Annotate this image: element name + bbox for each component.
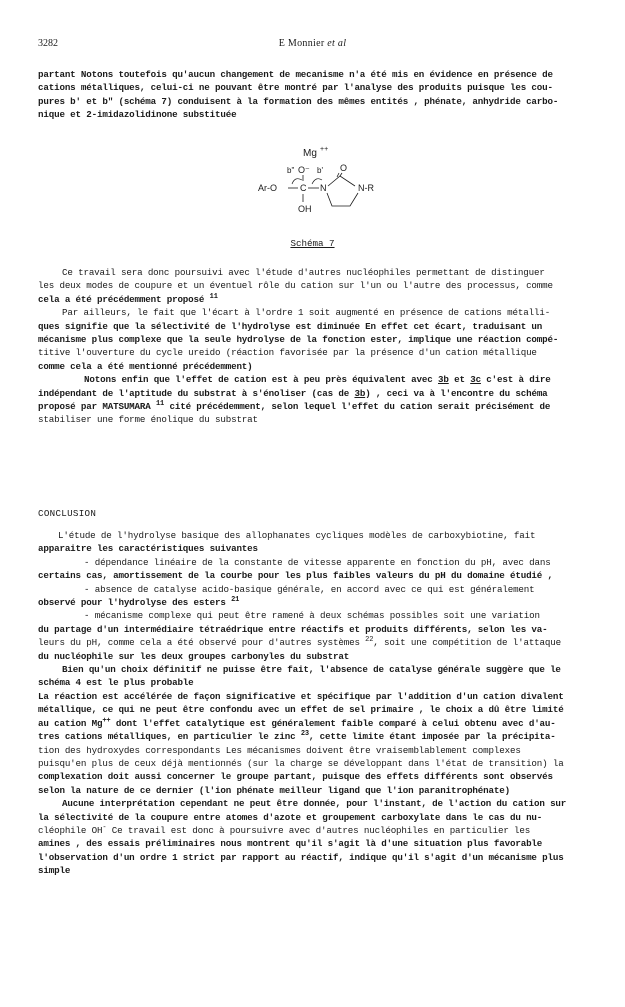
text-line: l'observation d'un ordre 1 strict par rapport au réactif, indique qu'il s'agit d'un mécanisme plus (38, 851, 564, 863)
text-line: cations métalliques, celui-ci ne pouvant être montré par l'analyse des produits puisque les cou- (38, 82, 553, 94)
running-head (38, 38, 587, 49)
text-line: titive l'ouverture du cycle ureido (réaction favorisée par la présence d'un cation métallique (38, 347, 537, 359)
text-line: Aucune interprétation cependant ne peut être donnée, pour l'instant, de l'action du cation sur (62, 798, 567, 810)
paragraph-block (38, 266, 590, 427)
text-segment: ) , ceci va à l'encontre du schéma (365, 387, 548, 399)
text-line: L'étude de l'hydrolyse basique des allophanates cycliques modèles de carboxybiotine, fait (58, 530, 536, 541)
running-head-authors: E Monnier (278, 38, 325, 49)
scheme-cation: Mg (303, 148, 317, 159)
reference-22: 22 (365, 636, 374, 645)
reference-21: 21 (231, 595, 240, 604)
scheme-nitrogen-r: N-R (358, 183, 374, 193)
text-line (38, 717, 590, 730)
text-segment: indépendant de l'aptitude du substrat à s'énoliser (cas de (38, 387, 355, 399)
text-segment: proposé par MATSUMARA (38, 401, 156, 413)
text-line (38, 293, 590, 306)
text-line: pures b' et b" (schéma 7) conduisent à la formation des mêmes entités , phénate, anhydride carbo- (38, 95, 559, 107)
text-line: La réaction est accélérée de façon significative et spécifique par l'addition d'un cation divalent (38, 690, 564, 702)
text-line: apparaitre les caractéristiques suivantes (38, 543, 258, 555)
reference-11: 11 (156, 400, 165, 408)
text-line: tion des hydroxydes correspondants Les mécanismes doivent être vraisemblablement complexes (38, 744, 521, 756)
text-line: simple (38, 865, 71, 877)
running-head-etal: et al (327, 38, 347, 49)
text-line (38, 387, 590, 400)
scheme-nitrogen: N (320, 183, 327, 193)
text-segment: dont l'effet catalytique est généralement faible comparé à celui obtenu avec d'au- (110, 717, 556, 729)
scheme-label-b-prime: b' (317, 166, 323, 175)
text-line: du partage d'un intermédiaire tétraédrique entre réactifs et produits différents, selon les va- (38, 623, 548, 635)
page-header (38, 38, 587, 52)
text-segment: cité précédemment, selon lequel l'effet du cation serait précisément de (164, 401, 551, 413)
text-segment: c'est à dire (480, 374, 551, 386)
text-line (38, 636, 590, 649)
chemical-scheme-7 (240, 146, 390, 224)
text-segment: au cation Mg (38, 717, 103, 729)
text-line: comme cela a été mentionné précédemment) (38, 360, 253, 372)
charge-superscript: ++ (102, 716, 111, 725)
text-line (38, 730, 590, 743)
text-line: Ce travail sera donc poursuivi avec l'étude d'autres nucléophiles permettant de distinguer (62, 267, 545, 278)
scheme-hydroxyl: OH (298, 204, 312, 214)
page-number: 3282 (38, 38, 58, 49)
text-line (38, 824, 590, 837)
scheme-label-b-double: b" (287, 166, 295, 175)
text-line: complexation doit aussi concerner le groupe partant, puisque des effets différents sont observés (38, 771, 553, 783)
text-segment: , soit une compétition de l'attaque (373, 637, 562, 649)
scheme-carbon: C (300, 183, 307, 193)
scheme-cation-charge: ++ (320, 146, 329, 153)
text-line: selon la nature de ce dernier (l'ion phénate meilleur ligand que l'ion paranitrophénate) (38, 784, 510, 796)
text-line: les deux modes de coupure et un éventuel rôle du cation sur l'un ou l'autre des processus, comme (38, 280, 553, 292)
text-segment: leurs du pH, comme cela a été observé pour d'autres systèmes (38, 637, 366, 649)
text-line: schéma 4 est le plus probable (38, 677, 194, 689)
text-line (38, 596, 590, 609)
scheme-aryl-oxy: Ar-O (258, 183, 277, 193)
compound-3b: 3b (354, 387, 366, 399)
reference-11: 11 (209, 292, 218, 301)
paragraph-continued (38, 68, 590, 122)
text-line: stabiliser une forme énolique du substrat (38, 414, 258, 426)
compound-3c: 3c (470, 374, 481, 386)
text-line: - mécanisme complexe qui peut être ramené à deux schémas possibles soit une variation (84, 610, 540, 622)
text-line: métallique, ce qui ne peut être confondu avec un effet de sel primaire , le choix a dû être limité (38, 704, 564, 716)
text-line: Par ailleurs, le fait que l'écart à l'ordre 1 soit augmenté en présence de cations métalli- (62, 307, 551, 319)
text-segment: cléophile OH (38, 824, 103, 836)
reference-23: 23 (300, 730, 309, 739)
scheme-o-minus: O⁻ (298, 165, 310, 175)
text-line: mécanisme plus complexe que la seule hydrolyse de la fonction ester, implique une réaction compé- (38, 334, 559, 346)
text-line: amines , des essais préliminaires nous montrent qu'il s'agit là d'une situation plus favorable (38, 838, 543, 850)
text-line: nique et 2-imidazolidinone substituée (38, 109, 237, 121)
text-line (38, 373, 590, 386)
text-segment: tres cations métalliques, en particulier le zinc (38, 731, 301, 743)
text-line: - absence de catalyse acido-basique générale, en accord avec ce qui est généralement (84, 583, 535, 595)
text-line (38, 400, 590, 413)
text-line: la sélectivité de la coupure entre atomes d'azote et groupement carboxylate dans le cas du nu- (38, 811, 543, 823)
text-segment: , cette limite étant imposée par la précipita- (308, 731, 556, 743)
scheme-caption-text: Schéma 7 (290, 238, 335, 249)
text-segment: observé pour l'hydrolyse des esters (38, 597, 232, 609)
text-line: partant Notons toutefois qu'aucun changement de mecanisme n'a été mis en évidence en présence de (38, 69, 553, 80)
scheme-o-carbonyl: O (340, 163, 348, 173)
text-segment: Ce travail est donc à poursuivre avec d'autres nucléophiles en particulier les (106, 824, 531, 836)
text-line: ques signifie que la sélectivité de l'hydrolyse est diminuée En effet cet écart, traduisant un (38, 320, 543, 332)
text-segment: Notons enfin que l'effet de cation est à peu près équivalent avec (84, 374, 438, 386)
text-segment: cela a été précédemment proposé (38, 293, 210, 305)
text-line: certains cas, amortissement de la courbe pour les plus faibles valeurs du pH du domaine étudié , (38, 570, 553, 582)
compound-3b: 3b (438, 374, 449, 386)
conclusion-body (38, 529, 590, 878)
text-line: du nucléophile sur les deux groupes carbonyles du substrat (38, 650, 350, 662)
text-segment: et (448, 374, 471, 386)
scheme-caption (0, 238, 625, 249)
section-heading-conclusion: CONCLUSION (38, 508, 97, 519)
text-line: Bien qu'un choix définitif ne puisse être fait, l'absence de catalyse générale suggère que le (62, 664, 561, 676)
text-line: puisqu'en plus de ceux déjà mentionnés (sur la charge se développant dans l'état de transition) la (38, 757, 564, 769)
text-line: - dépendance linéaire de la constante de vitesse apparente en fonction du pH, avec dans (84, 556, 551, 568)
charge-superscript: - (102, 823, 107, 832)
